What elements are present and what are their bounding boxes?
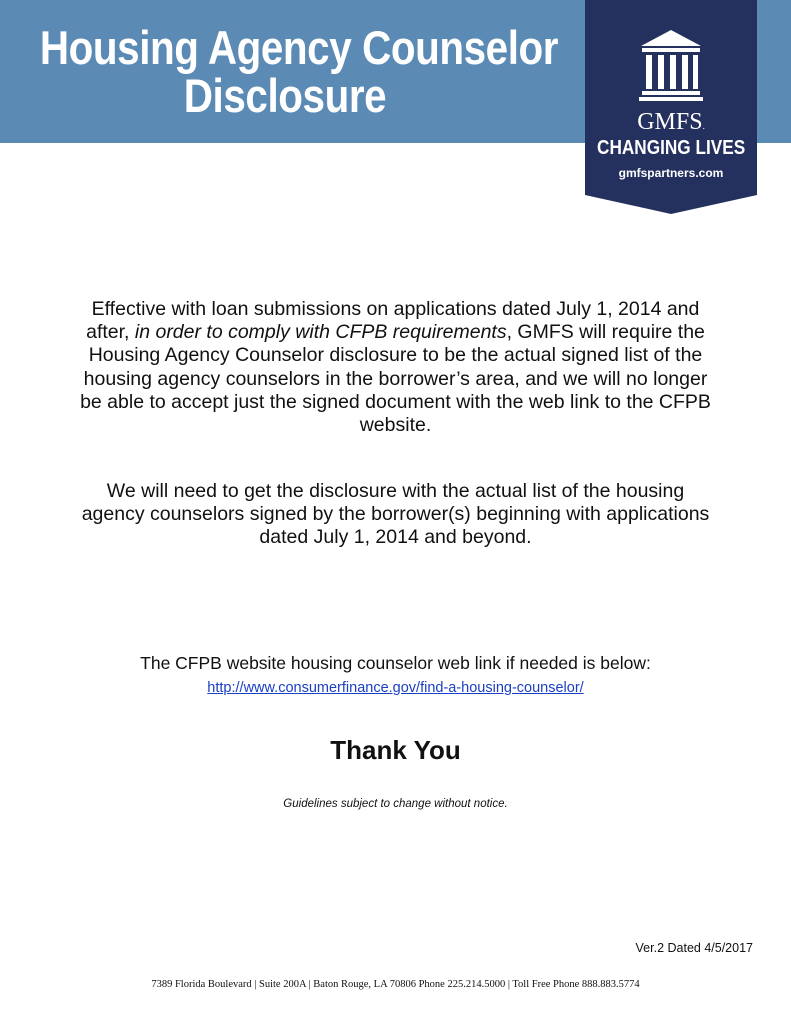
page-title-line-2: Disclosure [183,69,387,122]
badge-shape [585,0,757,214]
brand-name [585,110,757,138]
brand-tagline: CHANGING LIVES [597,137,746,159]
thank-you-heading: Thank You [330,735,461,765]
footer-address: 7389 Florida Boulevard | Suite 200A | Baton Rouge, LA 70806 Phone 225.214.5000 | Toll Free Phone 888.883.5774 [151,979,640,990]
page-title-line-1: Housing Agency Counselor [39,21,559,74]
cfpb-counselor-link[interactable]: http://www.consumerfinance.gov/find-a-housing-counselor/ [207,680,584,696]
paragraph-requirements [80,298,711,437]
para1-text-before: Effective with loan submissions on applications dated July 1, 2014 and after, [86,298,700,344]
para1-text-after: , GMFS will require the Housing Agency Counselor disclosure to be the actual signed list of the housing agency counselors in the borrower’s area, and we will no longer be able to accept just the signed document with the web link to the CFPB website. [80,321,711,437]
link-intro-text: The CFPB website housing counselor web link if needed is below: [140,653,651,673]
paragraph-disclosure-list: We will need to get the disclosure with the actual list of the housing agency counselors signed by the borrower(s) beginning with applications dated July 1, 2014 and beyond. [81,480,710,549]
brand-mark: . [702,121,705,131]
guidelines-note: Guidelines subject to change without notice. [283,798,508,810]
para1-emphasis: in order to comply with CFPB requirements [134,321,507,344]
page-title [39,21,559,122]
brand-text: GMFS [637,109,703,135]
version-label: Ver.2 Dated 4/5/2017 [635,941,753,955]
gmfs-logo-badge [585,0,757,214]
brand-website: gmfspartners.com [618,166,724,180]
